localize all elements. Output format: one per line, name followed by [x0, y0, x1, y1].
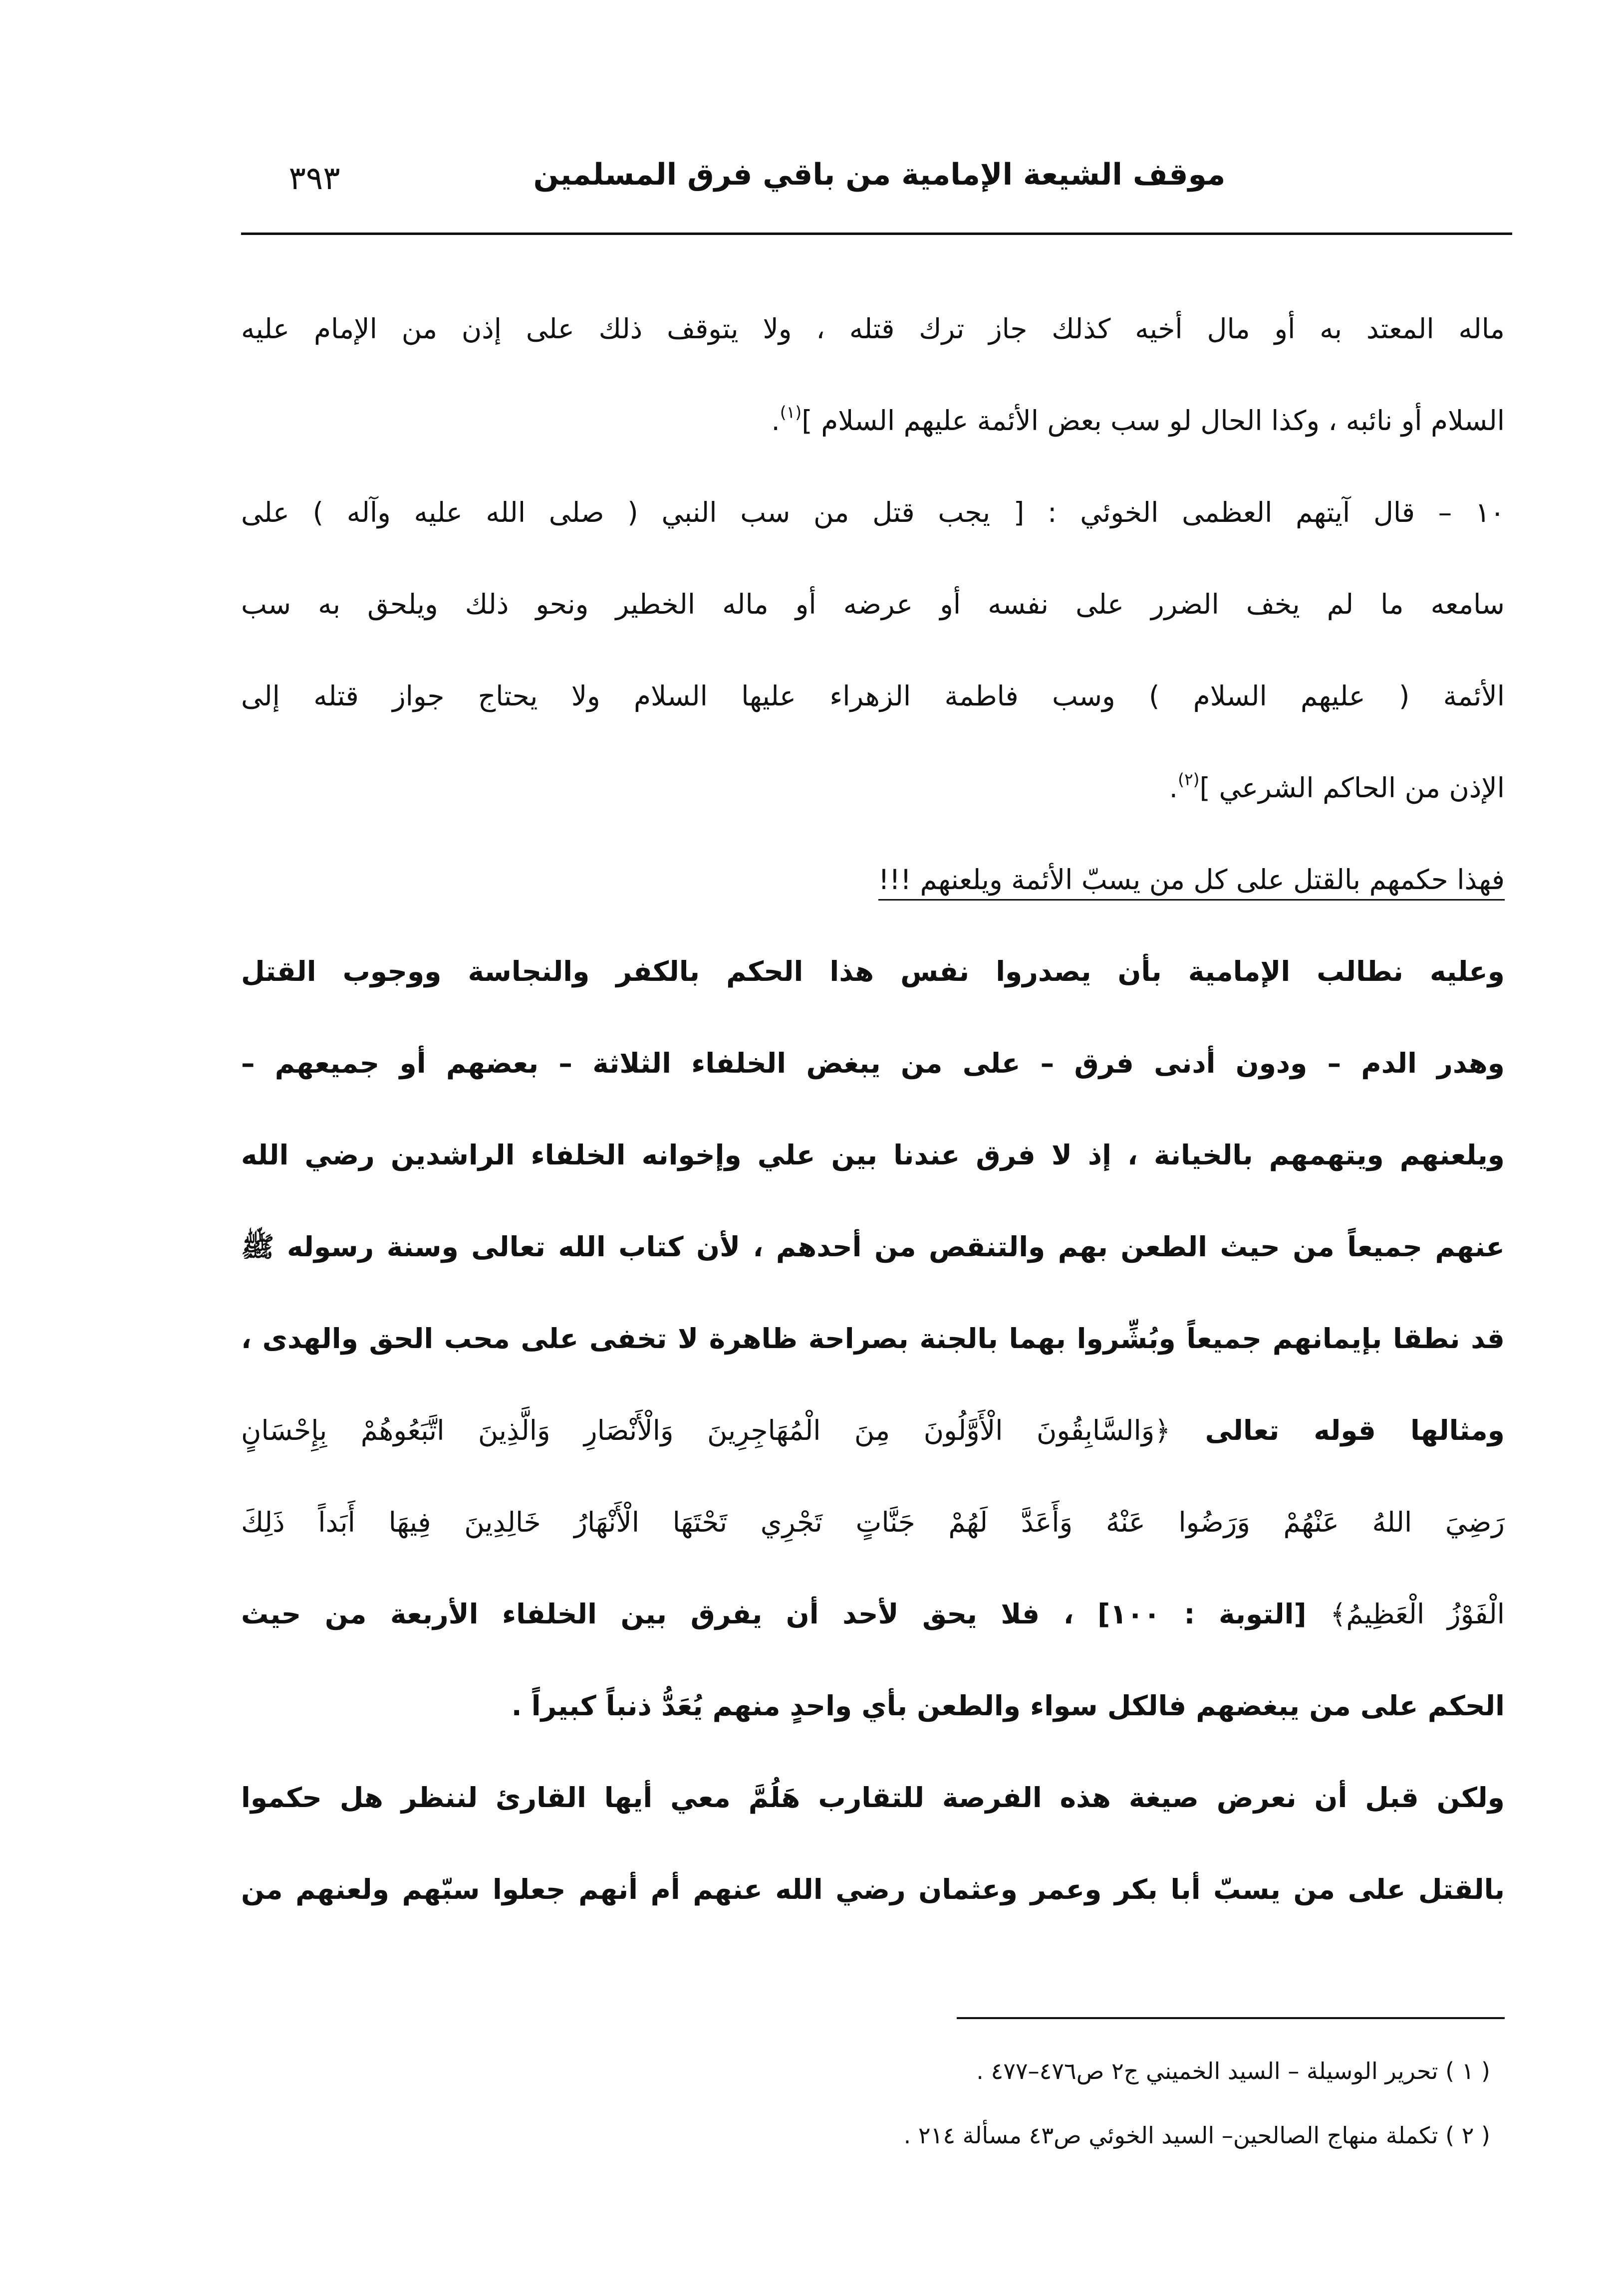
line-text: وهدر الدم – ودون أدنى فرق – على من يبغض الخلفاء الثلاثة – بعضهم أو جميعهم –: [241, 1047, 1505, 1079]
line-text: وعليه نطالب الإمامية بأن يصدروا نفس هذا الحكم بالكفر والنجاسة ووجوب القتل: [241, 955, 1505, 987]
page-number: ٣٩٣: [288, 160, 340, 197]
body-line: [241, 1843, 1505, 1935]
line-text: سامعه ما لم يخف الضرر على نفسه أو عرضه أو ماله الخطير ونحو ذلك ويلحق به سب: [241, 588, 1505, 620]
line-text: بالقتل على من يسبّ أبا بكر وعمر وعثمان رضي الله عنهم أم أنهم جعلوا سبّهم ولعنهم من: [241, 1873, 1505, 1905]
body-line: [241, 283, 1505, 375]
footnote: ( ١ ) تحرير الوسيلة – السيد الخميني ج٢ ص٤٧٦–٤٧٧ .: [976, 2058, 1490, 2084]
body-line: [241, 1476, 1505, 1568]
body-line: [241, 1201, 1505, 1293]
body-line: [241, 1017, 1505, 1109]
body-line: [241, 558, 1505, 650]
underlined-statement: فهذا حكمهم بالقتل على كل من يسبّ الأئمة ويلعنهم !!!: [878, 864, 1505, 896]
footnote-ref: (١): [780, 402, 802, 422]
body-line: [241, 375, 1505, 466]
line-text: الأئمة ( عليهم السلام ) وسب فاطمة الزهراء عليها السلام ولا يحتاج جواز قتله إلى: [241, 680, 1505, 712]
body-line: [241, 1109, 1505, 1201]
line-text: عنهم جميعاً من حيث الطعن بهم والتنقص من أحدهم ، لأن كتاب الله تعالى وسنة رسوله ﷺ: [241, 1231, 1505, 1263]
body-line: [241, 742, 1505, 834]
line-text: ولكن قبل أن نعرض صيغة هذه الفرصة للتقارب هَلُمَّ معي أيها القارئ لننظر هل حكموا: [241, 1782, 1505, 1814]
body-line: [241, 1384, 1505, 1476]
line-text: [771, 402, 1505, 437]
line-text-part: الإذن من الحاكم الشرعي ]: [1199, 772, 1505, 804]
body-line: [241, 834, 1505, 925]
line-end-punctuation: .: [771, 405, 780, 437]
line-text: [241, 1598, 1505, 1630]
line-text: ويلعنهم ويتهمهم بالخيانة ، إذ لا فرق عندنا بين علي وإخوانه الخلفاء الراشدين رضي الله: [241, 1139, 1505, 1171]
quran-verse-text: الْفَوْزُ الْعَظِيمُ﴾: [1330, 1598, 1505, 1630]
footnote-rule: [957, 2017, 1505, 2019]
body-line: [241, 1660, 1505, 1752]
footnote: ( ٢ ) تكملة منهاج الصالحين– السيد الخوئي ص٤٣ مسألة ٢١٤ .: [903, 2122, 1490, 2149]
running-head-title: موقف الشيعة الإمامية من باقي فرق المسلمين: [533, 157, 1226, 192]
quran-verse-text: رَضِيَ اللهُ عَنْهُمْ وَرَضُوا عَنْهُ وَأَعَدَّ لَهُمْ جَنَّاتٍ تَجْرِي تَحْتَهَا الْأَنْهَارُ خَالِدِينَ فِيهَا أَبَداً ذَلِكَ: [241, 1506, 1505, 1538]
line-text-part: ومثالها قوله تعالى: [1170, 1414, 1505, 1446]
body-line: [241, 1568, 1505, 1660]
line-text: ١٠ – قال آيتهم العظمى الخوئي : [ يجب قتل من سب النبي ( صلى الله عليه وآله ) على: [241, 496, 1505, 528]
line-text: [1169, 769, 1505, 804]
body-line: [241, 925, 1505, 1017]
body-line: [241, 1293, 1505, 1384]
main-text: [241, 283, 1505, 1935]
body-line: [241, 466, 1505, 558]
line-text: قد نطقا بإيمانهم جميعاً وبُشِّروا بهما بالجنة بصراحة ظاهرة لا تخفى على محب الحق والهدى ،: [241, 1323, 1505, 1355]
quran-verse-text: ﴿وَالسَّابِقُونَ الْأَوَّلُونَ مِنَ الْمُهَاجِرِينَ وَالْأَنْصَارِ وَالَّذِينَ اتَّبَعُوهُمْ بِإِحْسَانٍ: [241, 1414, 1171, 1446]
body-line: [241, 1752, 1505, 1843]
line-end-punctuation: .: [1169, 772, 1178, 804]
line-text: ماله المعتد به أو مال أخيه كذلك جاز ترك قتله ، ولا يتوقف ذلك على إذن من الإمام عليه: [241, 313, 1505, 345]
line-text: الحكم على من يبغضهم فالكل سواء والطعن بأي واحدٍ منهم يُعَدُّ ذنباً كبيراً .: [511, 1690, 1505, 1722]
header-rule: [241, 232, 1512, 235]
line-text-part: السلام أو نائبه ، وكذا الحال لو سب بعض الأئمة عليهم السلام ]: [802, 405, 1505, 437]
line-text: [241, 1414, 1505, 1446]
line-text-part: [التوبة : ١٠٠] ، فلا يحق لأحد أن يفرق بين الخلفاء الأربعة من حيث: [241, 1598, 1331, 1630]
body-line: [241, 650, 1505, 742]
footnote-ref: (٢): [1178, 769, 1200, 789]
